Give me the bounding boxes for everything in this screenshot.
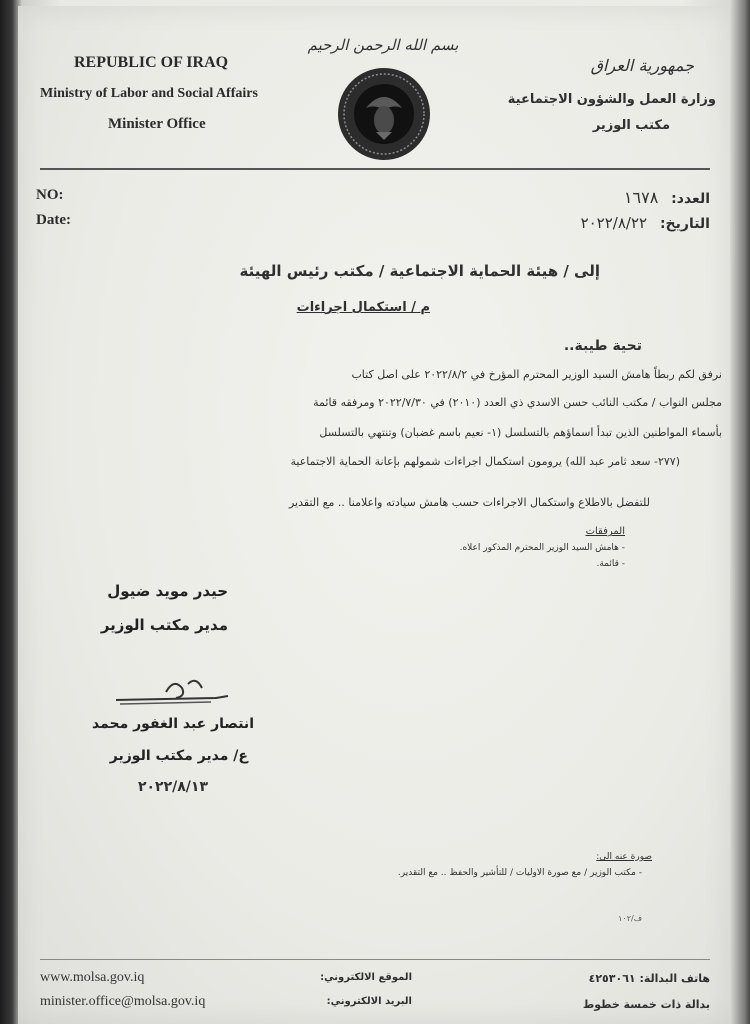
signatory-1-title: مدير مكتب الوزير (100, 616, 228, 634)
iraq-eagle-emblem-icon (336, 66, 432, 162)
date-label: Date: (36, 212, 71, 228)
closing-line: للتفضل بالاطلاع واستكمال الاجراءات حسب هامش سيادته واعلامنا .. مع التقدير (288, 496, 650, 509)
signatory-2-date: ٢٠٢٢/٨/١٣ (137, 779, 208, 795)
arabic-republic-title: جمهورية العراق (590, 56, 694, 75)
header-divider (40, 168, 710, 170)
cc-title-text: صورة عنه الى: (596, 852, 652, 862)
footer-divider (40, 959, 710, 960)
attachments-title-text: المرفقات (585, 526, 625, 537)
arabic-number-label: العدد: (671, 191, 710, 207)
footer-email-label: البريد الالكتروني: (326, 996, 412, 1007)
arabic-office-title: مكتب الوزير (592, 118, 670, 133)
cc-item-1: - مكتب الوزير / مع صورة الاوليات / للتأشير والحفظ .. مع التقدير. (397, 868, 642, 878)
body-line-2: مجلس النواب / مكتب النائب حسن الاسدي ذي العدد (٢٠١٠) في ٢٠٢٢/٧/٣٠ ومرفقه قائمة (313, 396, 722, 409)
greeting: تحية طيبة.. (563, 338, 642, 354)
footer-phone: هاتف البدالة: ٤٢٥٣٠٦١ (588, 972, 710, 985)
number-label: NO: (36, 187, 64, 203)
attachment-item-2: - قائمة. (596, 559, 625, 569)
basmala: بسم الله الرحمن الرحيم (307, 36, 459, 54)
letter-page (18, 6, 730, 1024)
addressee: إلى / هيئة الحماية الاجتماعية / مكتب رئيس الهيئة (239, 262, 600, 280)
body-line-3: بأسماء المواطنين الذين تبدأ اسماؤهم بالتسلسل (١- نعيم باسم غضبان) وتنتهي بالتسلسل (319, 426, 722, 439)
arabic-number-row (530, 188, 710, 207)
english-ministry-title: Ministry of Labor and Social Affairs (40, 86, 258, 101)
signatory-1-name: حيدر مويد ضيول (107, 582, 228, 600)
body-line-1: نرفق لكم ربطاً هامش السيد الوزير المحترم المؤرخ في ٢٠٢٢/٨/٢ على اصل كتاب (351, 368, 722, 381)
english-office-title: Minister Office (108, 116, 206, 132)
reference-code: ف/١٠٢ (618, 914, 642, 923)
footer-website-label: الموقع الالكتروني: (320, 972, 412, 983)
footer-lines-note: بدالة ذات خمسة خطوط (582, 998, 710, 1011)
subject-line (230, 300, 430, 315)
arabic-date-value: ٢٠٢٢/٨/٢٢ (580, 214, 648, 232)
arabic-date-label: التاريخ: (659, 216, 710, 232)
signatory-2-title: ع/ مدير مكتب الوزير (109, 748, 248, 764)
arabic-date-row (530, 214, 710, 232)
footer-email[interactable]: minister.office@molsa.gov.iq (40, 994, 206, 1009)
emblem-image (336, 66, 432, 162)
cc-title (452, 852, 652, 862)
arabic-ministry-title: وزارة العمل والشؤون الاجتماعية (507, 92, 716, 107)
attachment-item-1: - هامش السيد الوزير المحترم المذكور اعلاه. (459, 543, 625, 553)
arabic-number-value: ١٦٧٨ (623, 188, 659, 207)
signatory-2-name: انتصار عبد الغفور محمد (92, 716, 254, 732)
attachments-title (425, 526, 625, 537)
body-line-4: (٢٧٧- سعد ثامر عبد الله) يرومون استكمال اجراءات شمولهم بإعانة الحماية الاجتماعية (290, 455, 680, 468)
handwritten-signature (96, 674, 246, 714)
english-republic-title: REPUBLIC OF IRAQ (74, 54, 229, 71)
subject-text: م / استكمال اجراءات (296, 300, 430, 315)
footer-website[interactable]: www.molsa.gov.iq (40, 970, 145, 985)
signature-scribble-icon (96, 674, 246, 714)
